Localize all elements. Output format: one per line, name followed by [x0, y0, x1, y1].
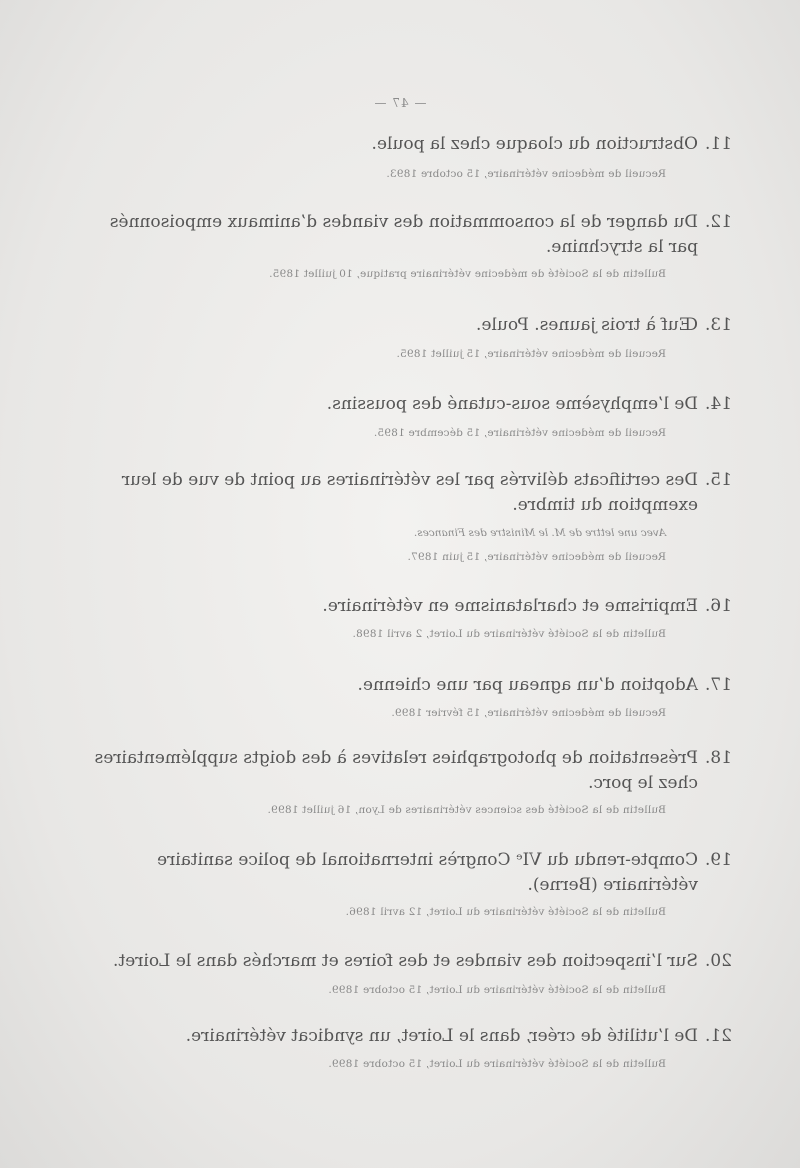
entry-source: Recueil de médecine vétérinaire, 15 octobre 1893.: [386, 168, 666, 180]
entry-number: 14.: [704, 394, 732, 414]
entry-title: [72, 949, 732, 974]
entry-text: Compte-rendu du VIᵉ Congrès international de police sanitaire: [157, 850, 698, 870]
entry-title: [72, 468, 732, 518]
entry-number: 12.: [704, 212, 732, 232]
entry-number: 15.: [704, 470, 732, 490]
entry-title: [72, 673, 732, 698]
entry-source: Bulletin de la Société vétérinaire du Loiret, 12 avril 1896.: [345, 906, 666, 918]
entry-text: Sur l’inspection des viandes et des foires et marchés dans le Loiret.: [112, 951, 698, 971]
entry-number: 20.: [704, 951, 732, 971]
entry-title: [72, 1024, 732, 1049]
entry-number: 18.: [704, 748, 732, 768]
entry-source: Recueil de médecine vétérinaire, 15 février 1899.: [391, 707, 666, 719]
entry-text-continued: chez le porc.: [588, 773, 698, 793]
entry-title: [72, 392, 732, 417]
entry-title: [72, 210, 732, 260]
entry-note: Avec une lettre de M. le Ministre des Finances.: [413, 527, 666, 539]
entry-text: Du danger de la consommation des viandes d’animaux empoisonnés: [109, 212, 698, 232]
entry-title: [72, 132, 732, 157]
entry-text-continued: par la strychnine.: [545, 237, 698, 257]
entry-text: Adoption d’un agneau par une chienne.: [357, 675, 698, 695]
entry-number: 13.: [704, 315, 732, 335]
entry-text: Obstruction du cloaque chez la poule.: [371, 134, 698, 154]
entry-number: 17.: [704, 675, 732, 695]
entry-source: Recueil de médecine vétérinaire, 15 décembre 1895.: [373, 427, 666, 439]
entry-source: Bulletin de la Société vétérinaire du Loiret, 2 avril 1898.: [352, 628, 666, 640]
page-number: — 47 —: [373, 96, 427, 110]
entry-title: [72, 594, 732, 619]
entry-source: Bulletin de la Société de médecine vétérinaire pratique, 10 juillet 1895.: [268, 268, 666, 280]
entry-text: De l’utilité de créer, dans le Loiret, un syndicat vétérinaire.: [185, 1026, 698, 1046]
entry-text: Des certificats délivrés par les vétérinaires au point de vue de leur: [121, 470, 698, 490]
entry-text: Œuf à trois jaunes. Poule.: [475, 315, 698, 335]
entry-number: 16.: [704, 596, 732, 616]
entry-number: 21.: [704, 1026, 732, 1046]
entry-text-continued: exemption du timbre.: [512, 495, 698, 515]
entry-title: [72, 313, 732, 338]
entry-source: Recueil de médecine vétérinaire, 15 juin 1897.: [407, 551, 666, 563]
entry-source: Recueil de médecine vétérinaire, 15 juillet 1895.: [396, 348, 666, 360]
entry-text: Empirisme et charlatanisme en vétérinaire.: [322, 596, 698, 616]
entry-source: Bulletin de la Société des sciences vétérinaires de Lyon, 16 juillet 1899.: [267, 804, 666, 816]
entry-title: [72, 848, 732, 898]
entry-text: Présentation de photographies relatives à des doigts supplémentaires: [94, 748, 698, 768]
entry-source: Bulletin de la Société vétérinaire du Loiret, 15 octobre 1899.: [328, 1058, 666, 1070]
entry-source: Bulletin de la Société vétérinaire du Loiret, 15 octobre 1899.: [328, 984, 666, 996]
entry-text: De l’emphysème sous-cutané des poussins.: [326, 394, 698, 414]
entry-number: 11.: [704, 134, 732, 154]
entry-text-continued: vétérinaire (Berne).: [527, 875, 698, 895]
entry-number: 19.: [704, 850, 732, 870]
entry-title: [72, 746, 732, 796]
